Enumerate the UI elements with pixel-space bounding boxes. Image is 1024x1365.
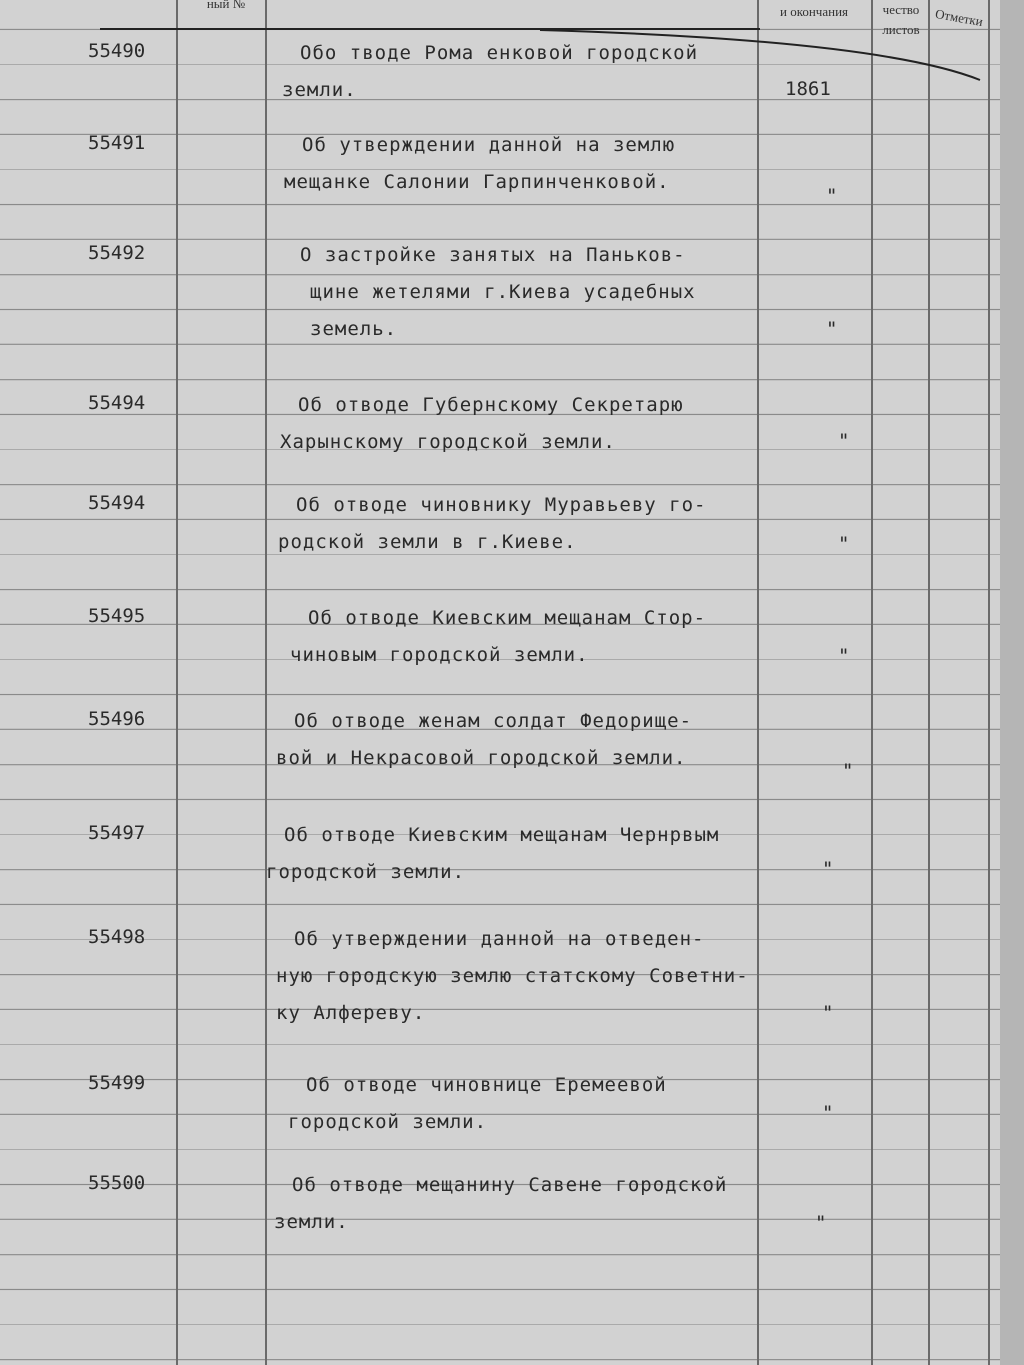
entry-number: 55491 (88, 132, 146, 154)
entry-title-line: Об отводе чиновнику Муравьеву го- (296, 494, 707, 516)
entry-number: 55494 (88, 492, 146, 514)
entry-title-line: ку Алфереву. (276, 1002, 426, 1024)
ditto-mark: " (822, 858, 834, 880)
entry-title-line: земли. (282, 79, 357, 101)
entry-number: 55496 (88, 708, 146, 730)
entry-title-line: Об отводе чиновнице Еремеевой (306, 1074, 667, 1096)
column-divider (871, 0, 873, 1365)
column-divider (928, 0, 930, 1365)
ditto-mark: " (842, 760, 854, 782)
entry-title-line: Обо тводе Рома енковой городской (300, 42, 699, 64)
column-divider (265, 0, 267, 1365)
header-sheets-1: чество (882, 2, 920, 17)
entry-title-line: Об утверждении данной на отведен- (294, 928, 705, 950)
ditto-mark: " (826, 185, 838, 207)
ditto-mark: " (815, 1212, 827, 1234)
entry-title-line: ную городскую землю статскому Советни- (276, 965, 749, 987)
entry-title-line: Об отводе Киевским мещанам Чернрвым (284, 824, 720, 846)
header-notes: Отметки (934, 5, 985, 30)
page-edge (1000, 0, 1024, 1365)
entry-title-line: Об отводе Киевским мещанам Стор- (308, 607, 707, 629)
entry-number: 55495 (88, 605, 146, 627)
entry-title-line: земли. (274, 1211, 349, 1233)
entry-year: 1861 (785, 78, 831, 100)
header-sheets-2: листов (882, 22, 920, 37)
ditto-mark: " (822, 1102, 834, 1124)
ditto-mark: " (826, 318, 838, 340)
entry-number: 55498 (88, 926, 146, 948)
entry-number: 55494 (88, 392, 146, 414)
ditto-mark: " (822, 1002, 834, 1024)
entry-title-line: Об отводе мещанину Савене городской (292, 1174, 728, 1196)
entry-title-line: Об отводе женам солдат Федорище- (294, 710, 693, 732)
entry-title-line: чиновым городской земли. (290, 644, 589, 666)
entry-number: 55490 (88, 40, 146, 62)
entry-title-line: вой и Некрасовой городской земли. (276, 747, 687, 769)
entry-title-line: родской земли в г.Киеве. (278, 531, 577, 553)
entry-title-line: щине жетелями г.Киева усадебных (310, 281, 696, 303)
entry-number: 55499 (88, 1072, 146, 1094)
entry-number: 55497 (88, 822, 146, 844)
ditto-mark: " (838, 645, 850, 667)
entry-title-line: Об отводе Губернскому Секретарю (298, 394, 684, 416)
entry-number: 55500 (88, 1172, 146, 1194)
ditto-mark: " (838, 430, 850, 452)
entry-title-line: земель. (310, 318, 398, 340)
column-divider (757, 0, 759, 1365)
entry-title-line: Харынскому городской земли. (280, 431, 616, 453)
entry-title-line: О застройке занятых на Паньков- (300, 244, 686, 266)
entry-title-line: мещанке Салонии Гарпинченковой. (284, 171, 670, 193)
header-number: ный № (206, 0, 246, 11)
ditto-mark: " (838, 533, 850, 555)
entry-title-line: городской земли. (266, 861, 466, 883)
entry-title-line: городской земли. (288, 1111, 488, 1133)
entry-number: 55492 (88, 242, 146, 264)
entry-title-line: Об утверждении данной на землю (302, 134, 676, 156)
column-divider (988, 0, 990, 1365)
column-divider (176, 0, 178, 1365)
header-dates: и окончания (779, 4, 849, 19)
